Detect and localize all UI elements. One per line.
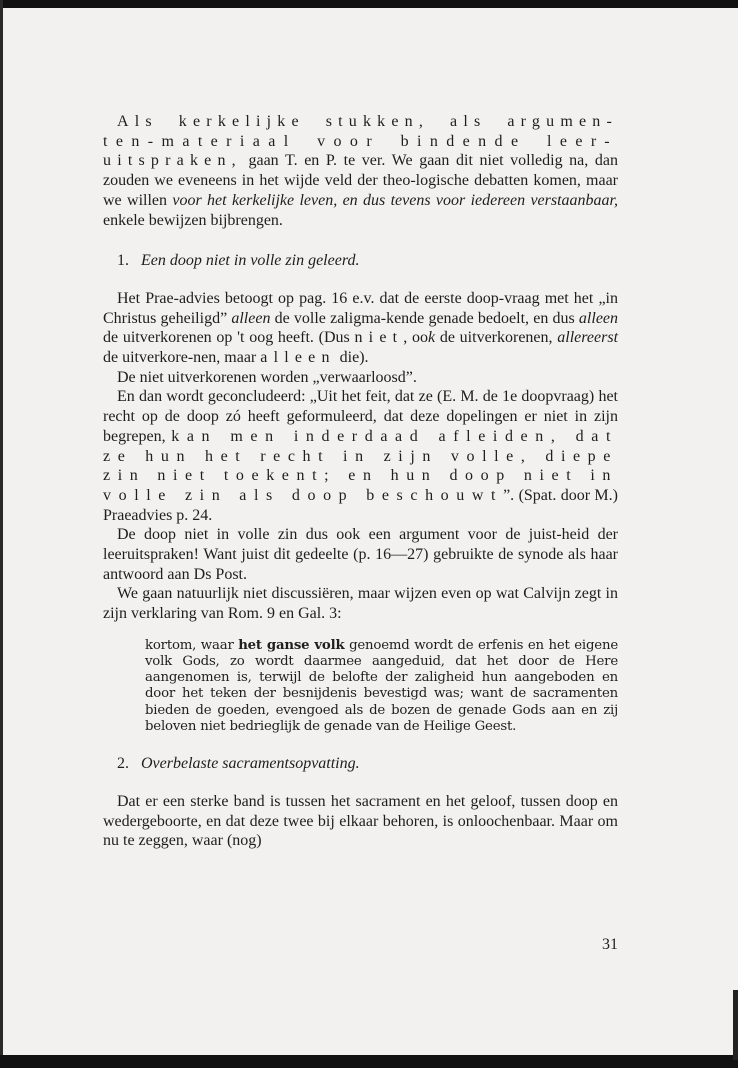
- page-edge-left: [0, 0, 3, 1068]
- paragraph-calvijn: We gaan natuurlijk niet discussiëren, maar wijzen even op wat Calvijn zegt in zijn verklaring van Rom. 9 en Gal. 3:: [103, 585, 618, 623]
- section-heading-2: [117, 754, 618, 774]
- spaced-line-1: Als kerkelijke stukken, als argumen-: [117, 113, 618, 130]
- block-quote-calvijn: [145, 638, 618, 735]
- p2-text-d: , oo: [403, 329, 429, 347]
- paragraph-verwaarloosd: De niet uitverkorenen worden „verwaarloosd”.: [117, 368, 417, 386]
- page-edge-top: [0, 0, 738, 8]
- p2-italic-a: alleen: [231, 309, 271, 327]
- section-heading-1: [117, 251, 618, 271]
- p2-italic-c: k: [428, 329, 436, 347]
- p2-text-c: de uitverkorenen op 't oog heeft. (Dus: [103, 329, 355, 347]
- quote-bold: het ganse volk: [238, 637, 345, 653]
- page-number: 31: [602, 936, 618, 953]
- section-number-1: 1.: [117, 252, 129, 270]
- paragraph-geconcludeerd: [103, 387, 618, 525]
- page-edge-right: [733, 990, 738, 1060]
- p4-text-a: En dan wordt geconcludeerd: „Uit het feit, dat ze (E. M. de 1e doopvraag) het recht op de doop zó heeft geformuleerd, dat deze dopelingen er niet in zijn begrepen,: [103, 388, 618, 445]
- page-edge-bottom: [0, 1055, 738, 1068]
- section-title-1: Een doop niet in volle zin geleerd.: [141, 252, 360, 270]
- p2-italic-d: allereerst: [557, 329, 619, 347]
- paragraph-intro-text-a: gaan T. en P. te ver. We gaan dit niet volledig na, dan zouden we eveneens in het wijde veld der theo-logische debatten komen, maar we willen: [103, 152, 618, 209]
- paragraph-prae-advies: [103, 289, 618, 368]
- section-title-2: Overbelaste sacramentsopvatting.: [141, 755, 360, 773]
- p2-text-a: Het Prae-advies betoogt op pag. 16 e.v. dat de eerste doop-vraag met het „in Christus geheiligd”: [103, 289, 618, 327]
- page-body: [103, 112, 618, 851]
- paragraph-intro: [103, 112, 618, 230]
- section-number-2: 2.: [117, 755, 129, 773]
- p2-spaced-a: niet: [354, 329, 404, 347]
- paragraph-intro-italic: voor het kerkelijke leven, en dus tevens voor iedereen verstaanbaar,: [172, 191, 618, 209]
- spaced-line-2: ten-materiaal voor bindende leer-: [103, 132, 618, 150]
- quote-text-b: genoemd wordt de erfenis en het eigene volk Gods, zo wordt daarmee aangeduid, dat het door de Here aangenomen is, terwijl de belofte der zaligheid hun aangeboden en door het teken der besnijdenis bevestigd was; want de sacramenten bieden de goeden, evengoed als de bozen de genade Gods aan en zij beloven niet bedrieglijk de genade van de Heilige Geest.: [145, 637, 618, 734]
- p2-italic-b: alleen: [578, 309, 619, 327]
- p4-text-b: ”. (Spat. door M.) Praeadvies p. 24.: [103, 486, 618, 524]
- quote-text-a: kortom, waar: [145, 637, 239, 653]
- p2-text-e: de uitverkorenen,: [435, 329, 558, 347]
- p2-text-g: die).: [335, 349, 369, 367]
- p2-text-b: de volle zaligma-kende genade bedoelt, en dus: [270, 309, 579, 327]
- paragraph-intro-text-b: enkele bewijzen bijbrengen.: [103, 211, 283, 229]
- spaced-text-uitspraken: uitspraken,: [103, 152, 242, 170]
- p4-spaced-a: kan men inderdaad afleiden, dat ze hun het recht in zijn volle, diepe zin niet toekent; en hun doop niet in volle zin als doop beschouwt: [103, 427, 618, 504]
- paragraph-juistheid: De doop niet in volle zin dus ook een argument voor de juist-heid der leeruitspraken! Want juist dit gedeelte (p. 16—27) gebruikte de synode als haar antwoord aan Ds Post.: [103, 526, 618, 583]
- paragraph-sacrament: Dat er een sterke band is tussen het sacrament en het geloof, tussen doop en wedergeboorte, en dat deze twee bij elkaar behoren, is onloochenbaar. Maar om nu te zeggen, waar (nog): [103, 792, 618, 850]
- p2-text-f: de uitverkore-nen, maar: [103, 349, 261, 367]
- p2-spaced-b: alleen: [260, 349, 336, 367]
